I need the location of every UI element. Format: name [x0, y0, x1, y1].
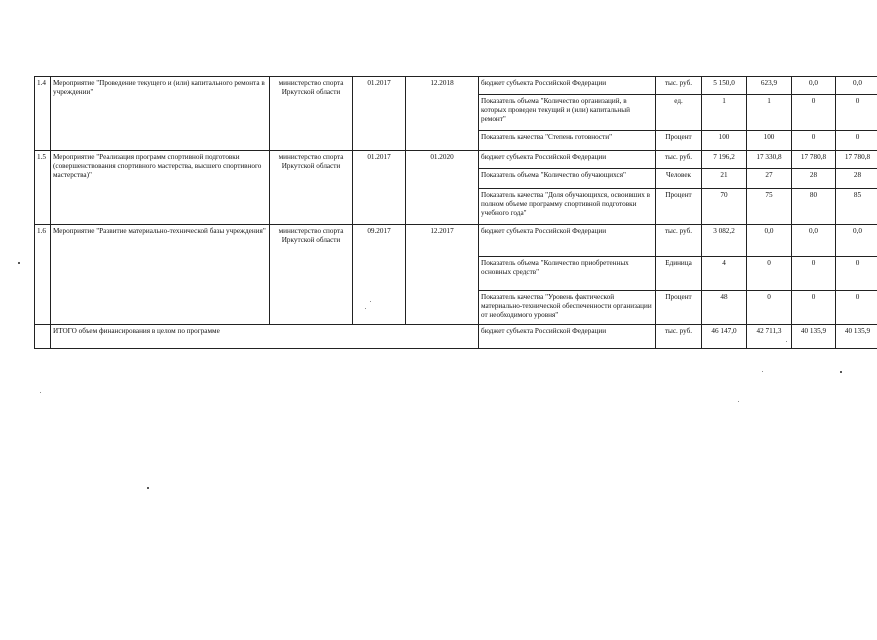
program-table: [34, 76, 877, 349]
value-1: 48: [702, 291, 747, 325]
value-3: 0: [792, 291, 836, 325]
scan-speck: [40, 392, 41, 393]
indicator: Показатель качества "Доля обучающихся, освоивших в полном объеме программу спортивной подготовки учебного года": [479, 189, 656, 225]
unit: Единица: [656, 257, 702, 291]
indicator: Показатель качества "Степень готовности": [479, 131, 656, 151]
value-1: 21: [702, 169, 747, 189]
value-4: 85: [836, 189, 877, 225]
unit: ед.: [656, 95, 702, 131]
total-value-3: 40 135,9: [792, 325, 836, 349]
value-4: 0,0: [836, 77, 877, 95]
value-4: 17 780,8: [836, 151, 877, 169]
unit: тыс. руб.: [656, 77, 702, 95]
scan-speck: [762, 371, 763, 372]
indicator: бюджет субъекта Российской Федерации: [479, 151, 656, 169]
indicator: бюджет субъекта Российской Федерации: [479, 77, 656, 95]
unit: Процент: [656, 189, 702, 225]
indicator: бюджет субъекта Российской Федерации: [479, 225, 656, 257]
end-date: 12.2017: [406, 225, 479, 325]
start-date: 09.2017: [353, 225, 406, 325]
unit: Процент: [656, 291, 702, 325]
unit: тыс. руб.: [656, 325, 702, 349]
value-2: 100: [747, 131, 792, 151]
scan-speck: [738, 401, 739, 402]
scan-speck: [147, 487, 149, 489]
total-row: [35, 325, 877, 349]
value-3: 17 780,8: [792, 151, 836, 169]
value-3: 0,0: [792, 225, 836, 257]
value-1: 3 082,2: [702, 225, 747, 257]
scan-speck: [370, 301, 371, 302]
value-2: 27: [747, 169, 792, 189]
end-date: 01.2020: [406, 151, 479, 225]
value-1: 5 150,0: [702, 77, 747, 95]
total-label: ИТОГО объем финансирования в целом по программе: [51, 325, 479, 349]
value-2: 17 330,8: [747, 151, 792, 169]
value-1: 1: [702, 95, 747, 131]
value-2: 0,0: [747, 225, 792, 257]
row-number: 1.4: [35, 77, 51, 151]
value-4: 0: [836, 131, 877, 151]
total-value-4: 40 135,9: [836, 325, 877, 349]
unit: Человек: [656, 169, 702, 189]
value-3: 0,0: [792, 77, 836, 95]
measure-name: Мероприятие "Проведение текущего и (или) капитального ремонта в учреждении": [51, 77, 270, 151]
start-date: 01.2017: [353, 77, 406, 151]
value-4: 0: [836, 257, 877, 291]
value-4: 0: [836, 291, 877, 325]
value-4: 28: [836, 169, 877, 189]
unit: тыс. руб.: [656, 151, 702, 169]
measure-name: Мероприятие "Реализация программ спортивной подготовки (совершенствования спортивного мастерства, высшего спортивного мастерства)": [51, 151, 270, 225]
indicator: бюджет субъекта Российской Федерации: [479, 325, 656, 349]
start-date: 01.2017: [353, 151, 406, 225]
value-1: 100: [702, 131, 747, 151]
executor: министерство спорта Иркутской области: [270, 151, 353, 225]
indicator: Показатель объема "Количество приобретенных основных средств": [479, 257, 656, 291]
scan-speck: [786, 341, 787, 342]
indicator: Показатель качества "Уровень фактической материально-технической обеспеченности организации от необходимого уровня": [479, 291, 656, 325]
value-3: 0: [792, 95, 836, 131]
value-3: 28: [792, 169, 836, 189]
executor: министерство спорта Иркутской области: [270, 225, 353, 325]
scan-speck: [365, 308, 366, 309]
value-4: 0,0: [836, 225, 877, 257]
scan-speck: [840, 371, 842, 373]
total-value-2: 42 711,3: [747, 325, 792, 349]
scan-speck: [18, 262, 20, 264]
value-1: 4: [702, 257, 747, 291]
value-2: 0: [747, 291, 792, 325]
row-number: 1.6: [35, 225, 51, 325]
table-row: [35, 225, 877, 257]
total-value-1: 46 147,0: [702, 325, 747, 349]
executor: министерство спорта Иркутской области: [270, 77, 353, 151]
value-1: 70: [702, 189, 747, 225]
value-4: 0: [836, 95, 877, 131]
value-1: 7 196,2: [702, 151, 747, 169]
value-3: 0: [792, 131, 836, 151]
value-2: 623,9: [747, 77, 792, 95]
row-number: 1.5: [35, 151, 51, 225]
unit: Процент: [656, 131, 702, 151]
value-3: 80: [792, 189, 836, 225]
unit: тыс. руб.: [656, 225, 702, 257]
value-3: 0: [792, 257, 836, 291]
table-row: [35, 77, 877, 95]
total-number-cell: [35, 325, 51, 349]
measure-name: Мероприятие "Развитие материально-технической базы учреждения": [51, 225, 270, 325]
indicator: Показатель объема "Количество организаций, в которых проведен текущий и (или) капитальный ремонт": [479, 95, 656, 131]
value-2: 0: [747, 257, 792, 291]
value-2: 75: [747, 189, 792, 225]
table-row: [35, 151, 877, 169]
indicator: Показатель объема "Количество обучающихся": [479, 169, 656, 189]
value-2: 1: [747, 95, 792, 131]
end-date: 12.2018: [406, 77, 479, 151]
